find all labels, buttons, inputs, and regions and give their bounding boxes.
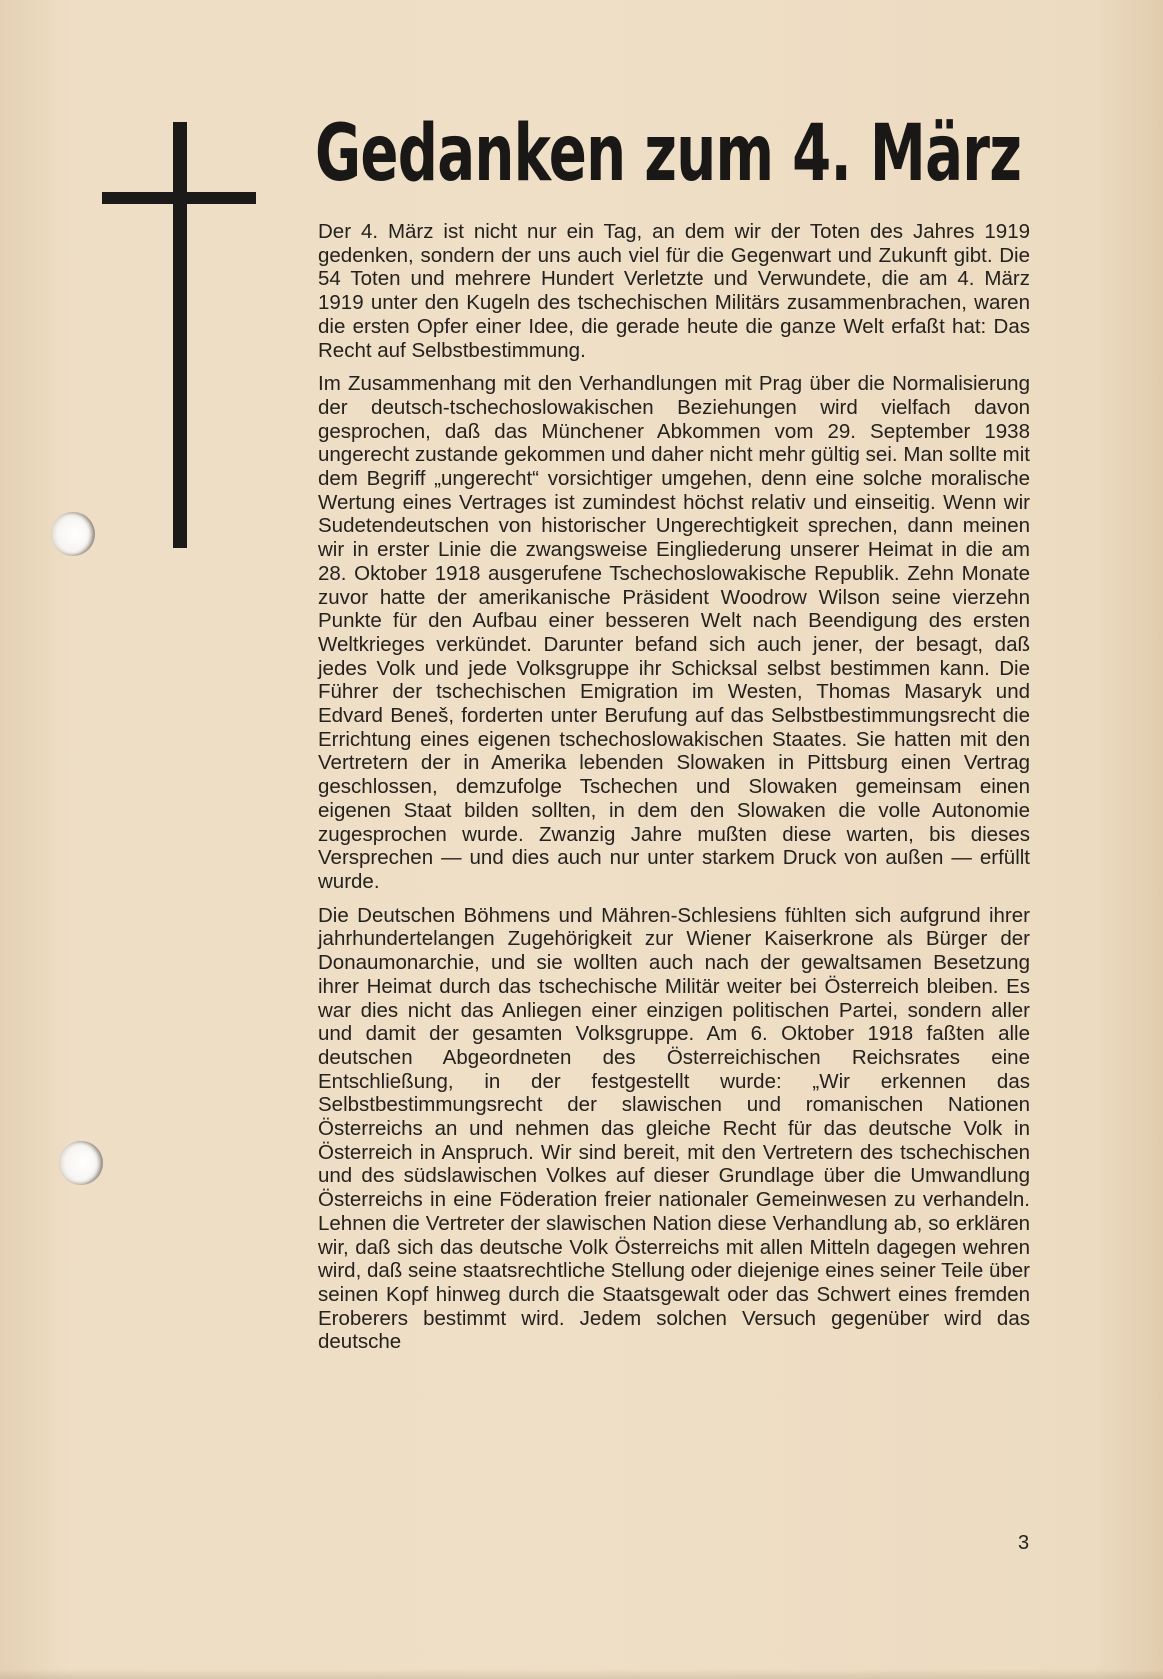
page-edge-shadow: [0, 1669, 1163, 1679]
page-number: 3: [1018, 1532, 1030, 1554]
paragraph: Der 4. März ist nicht nur ein Tag, an dem wir der Toten des Jahres 1919 gedenken, sondern der uns auch viel für die Gegenwart und Zukunft gibt. Die 54 Toten und mehrere Hundert Verletzte und Verwundete, die am 4. März 1919 unter den Kugeln des tschechischen Militärs zusammenbrachen, waren die ersten Opfer einer Idee, die gerade heute die ganze Welt erfaßt hat: Das Recht auf Selbstbestimmung.: [318, 220, 1030, 362]
article-body: [318, 220, 1030, 1364]
punch-hole-icon: [59, 1141, 103, 1185]
cross-vertical-bar: [173, 122, 187, 548]
paragraph: Die Deutschen Böhmens und Mähren-Schlesiens fühlten sich aufgrund ihrer jahrhundertelangen Zugehörigkeit zur Wiener Kaiserkrone als Bürger der Donaumonarchie, und sie wollten auch nach der gewaltsamen Besetzung ihrer Heimat durch das tschechische Militär weiter bei Österreich bleiben. Es war dies nicht das Anliegen einer einzigen politischen Partei, sondern aller und damit der gesamten Volksgruppe. Am 6. Oktober 1918 faßten alle deutschen Abgeordneten des Österreichischen Reichsrates eine Entschließung, in der festgestellt wurde: „Wir erkennen das Selbstbestimmungsrecht der slawischen und romanischen Nationen Österreichs an und nehmen das gleiche Recht für das deutsche Volk in Österreich in Anspruch. Wir sind bereit, mit den Vertretern des tschechischen und des südslawischen Volkes auf dieser Grundlage über die Umwandlung Österreichs in eine Föderation freier nationaler Gemeinwesen zu verhandeln. Lehnen die Vertreter der slawischen Nation diese Verhandlung ab, so erklären wir, daß sich das deutsche Volk Österreichs mit allen Mitteln dagegen wehren wird, daß seine staatsrechtliche Stellung oder diejenige eines seiner Teile über seinen Kopf hinweg durch die Staatsgewalt oder das Schwert eines fremden Eroberers bestimmt wird. Jedem solchen Versuch gegenüber wird das deutsche: [318, 903, 1030, 1354]
punch-hole-icon: [51, 512, 95, 556]
cross-horizontal-bar: [102, 192, 256, 204]
page-title: Gedanken zum 4. März: [315, 109, 1022, 199]
paragraph: Im Zusammenhang mit den Verhandlungen mit Prag über die Normalisierung der deutsch-tschechoslowakischen Beziehungen wird vielfach davon gesprochen, daß das Münchener Abkommen vom 29. September 1938 ungerecht zustande gekommen und daher nicht mehr gültig sei. Man sollte mit dem Begriff „ungerecht“ vorsichtiger umgehen, denn eine solche moralische Wertung eines Vertrages ist zumindest höchst relativ und einseitig. Wenn wir Sudetendeutschen von historischer Ungerechtigkeit sprechen, dann meinen wir in erster Linie die zwangsweise Eingliederung unserer Heimat in die am 28. Oktober 1918 ausgerufene Tschechoslowakische Republik. Zehn Monate zuvor hatte der amerikanische Präsident Woodrow Wilson seine vierzehn Punkte für den Aufbau einer besseren Welt nach Beendigung des ersten Weltkrieges verkündet. Darunter befand sich auch jener, der besagt, daß jedes Volk und jede Volksgruppe ihr Schicksal selbst bestimmen kann. Die Führer der tschechischen Emigration im Westen, Thomas Masaryk und Edvard Beneš, forderten unter Berufung auf das Selbstbestimmungsrecht die Errichtung eines eigenen tschechoslowakischen Staates. Sie hatten mit den Vertretern der in Amerika lebenden Slowaken in Pittsburg einen Vertrag geschlossen, demzufolge Tschechen und Slowaken gemeinsam einen eigenen Staat bilden sollten, in dem den Slowaken die volle Autonomie zugesprochen wurde. Zwanzig Jahre mußten diese warten, bis dieses Versprechen — und dies auch nur unter starkem Druck von außen — erfüllt wurde.: [318, 372, 1030, 893]
